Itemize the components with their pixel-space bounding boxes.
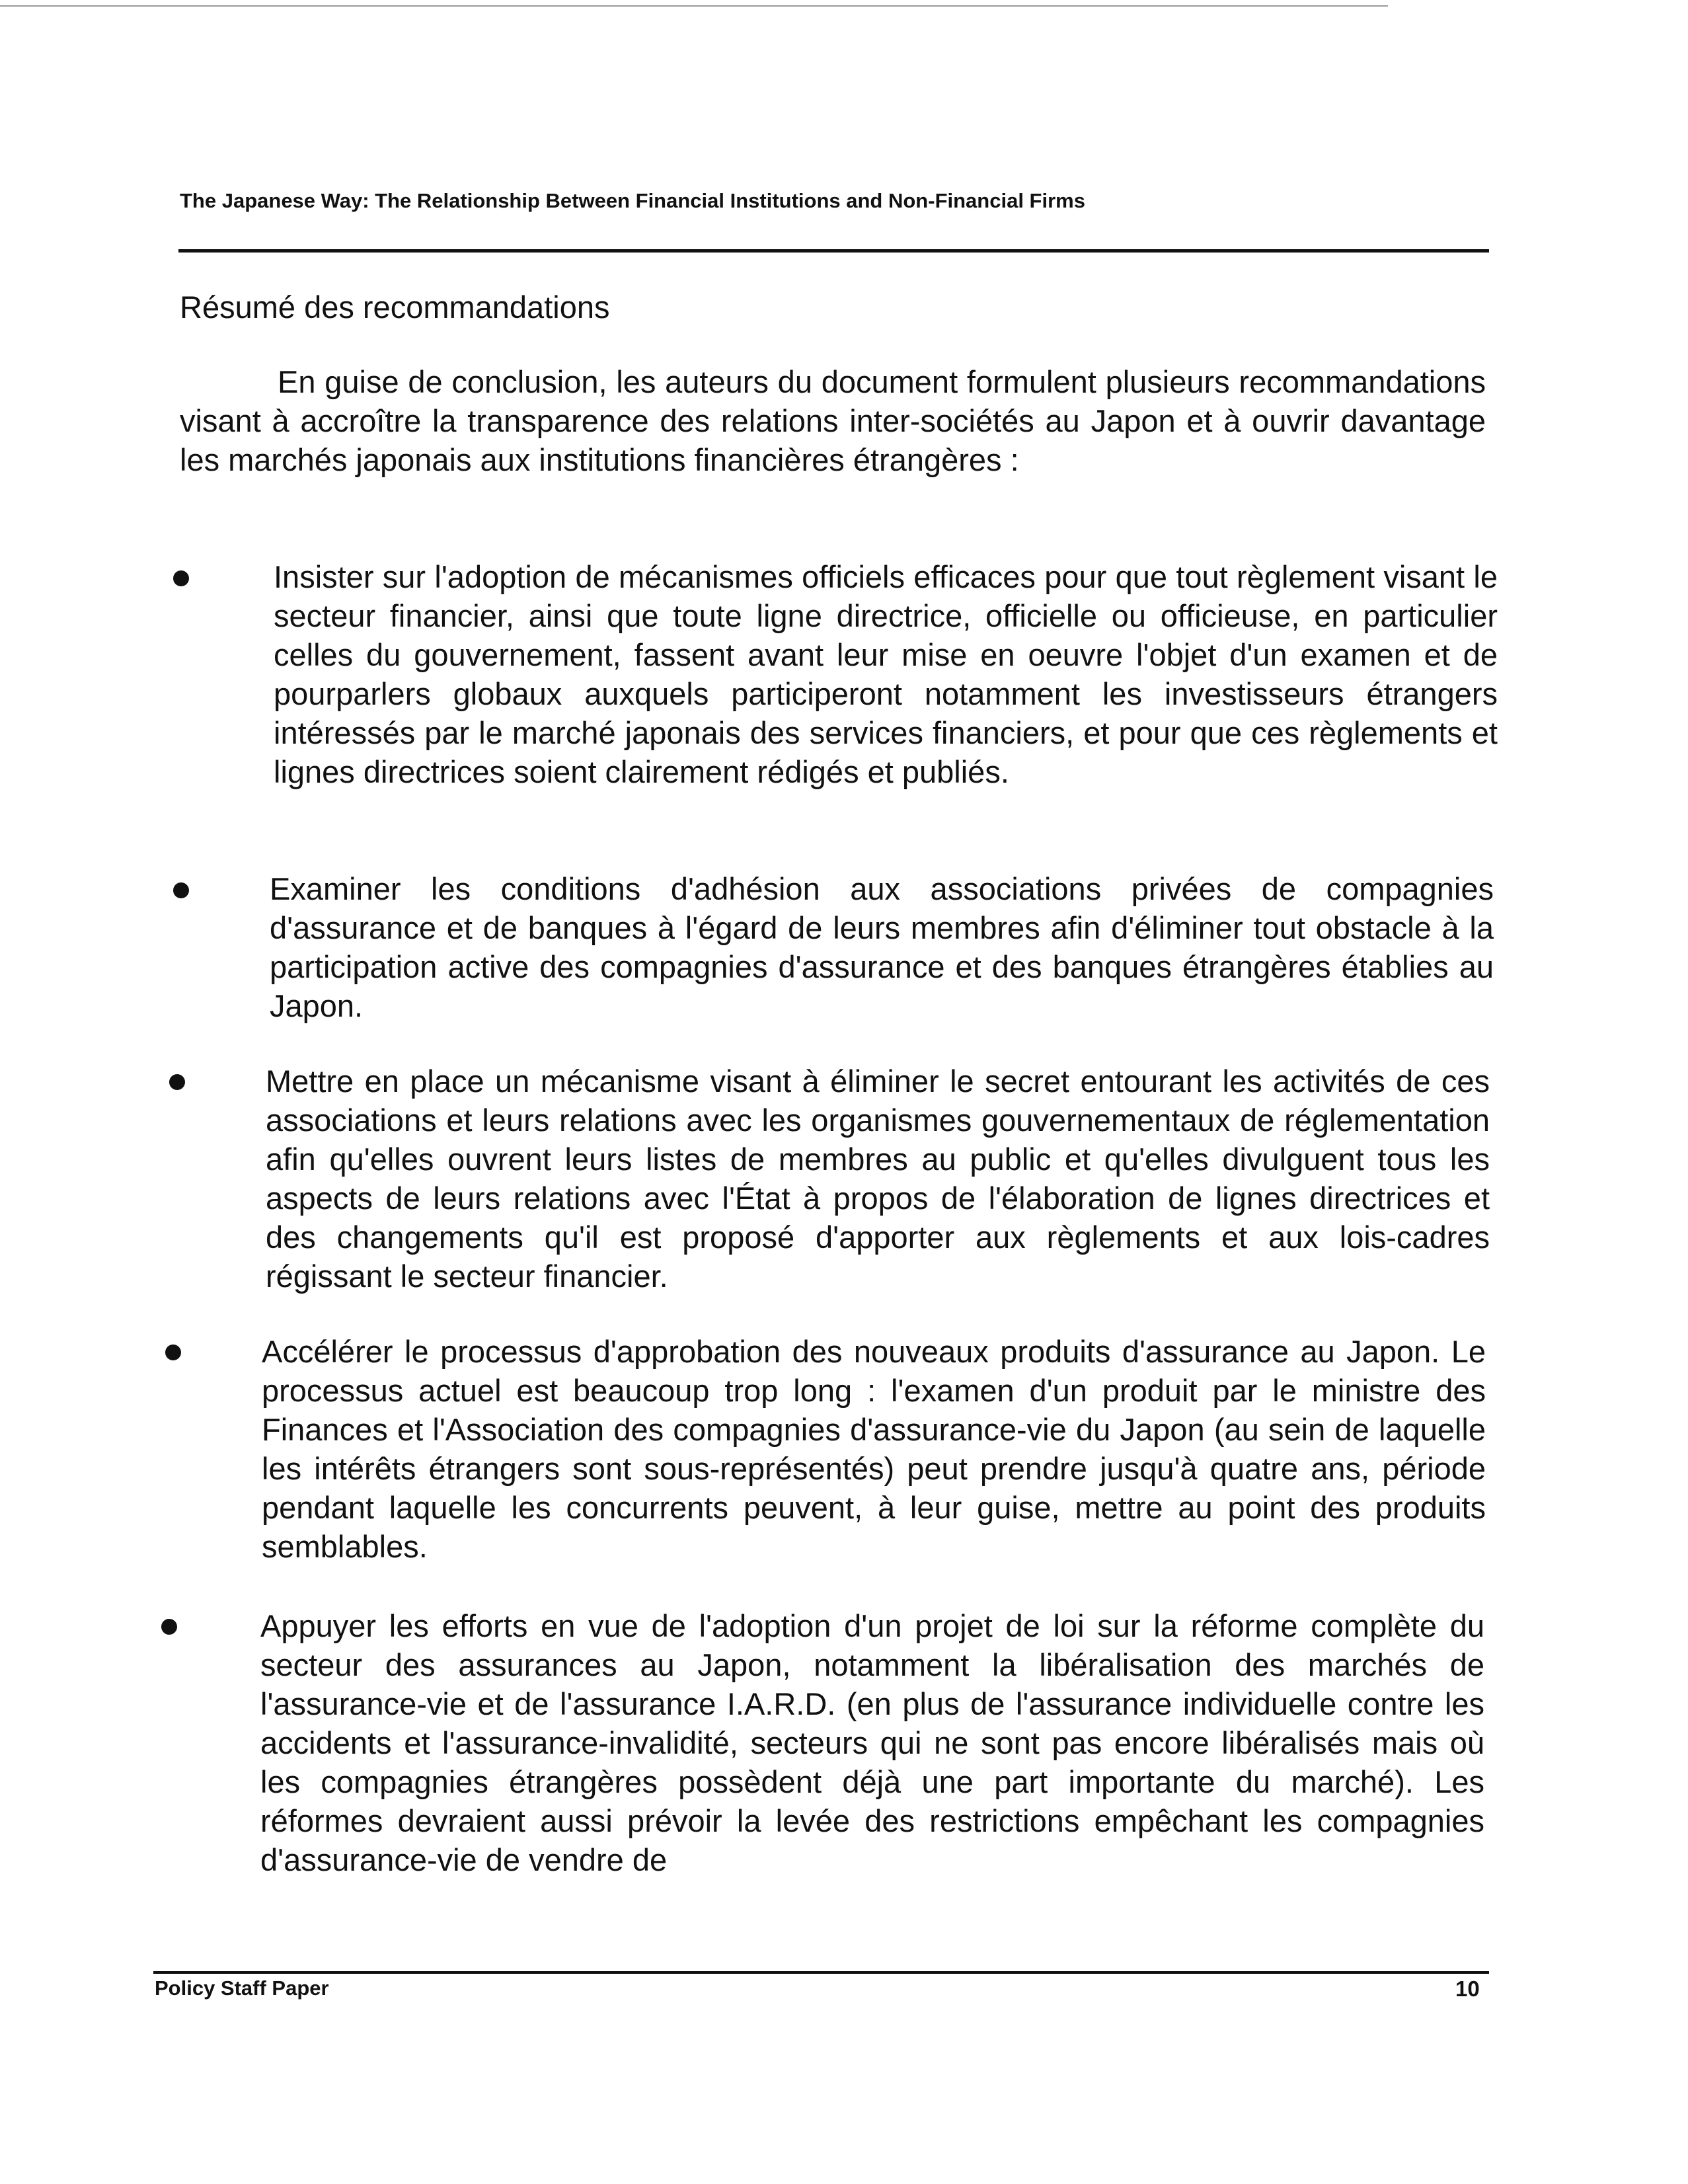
page-number: 10 bbox=[1455, 1976, 1480, 2001]
header-rule bbox=[178, 249, 1489, 253]
recommendation-text: Mettre en place un mécanisme visant à éliminer le secret entourant les activités de ces associations et leurs relations avec les organismes gouvernementaux de réglementation afin qu'elles ouvrent leurs listes de membres au public et qu'elles divulguent tous les aspects de leurs relations avec l'État à propos de l'élaboration de lignes directrices et des changements qu'il est proposé d'apporter aux règlements et aux lois-cadres régissant le secteur financier. bbox=[266, 1064, 1490, 1294]
footer-publication: Policy Staff Paper bbox=[155, 1976, 329, 2000]
bullet-icon bbox=[173, 882, 189, 898]
scan-edge-line bbox=[0, 5, 1388, 7]
recommendation-text: Accélérer le processus d'approbation des nouveaux produits d'assurance au Japon. Le processus actuel est beaucoup trop long : l'examen d'un produit par le ministre des Finances et l'Association des compagnies d'assurance-vie du Japon (au sein de laquelle les intérêts étrangers sont sous-représentés) peut prendre jusqu'à quatre ans, période pendant laquelle les concurrents peuvent, à leur guise, mettre au point des produits semblables. bbox=[262, 1334, 1486, 1564]
recommendation-text: Insister sur l'adoption de mécanismes officiels efficaces pour que tout règlement visant le secteur financier, ainsi que toute ligne directrice, officielle ou officieuse, en particulier celles du gouvernement, fassent avant leur mise en oeuvre l'objet d'un examen et de pourparlers globaux auxquels participeront notamment les investisseurs étrangers intéressés par le marché japonais des services financiers, et pour que ces règlements et lignes directrices soient clairement rédigés et publiés. bbox=[274, 559, 1498, 789]
bullet-icon bbox=[165, 1345, 181, 1360]
recommendation-text: Appuyer les efforts en vue de l'adoption d'un projet de loi sur la réforme complète du secteur des assurances au Japon, notamment la libéralisation des marchés de l'assurance-vie et de l'assurance I.A.R.D. (en plus de l'assurance individuelle contre les accidents et l'assurance-invalidité, secteurs qui ne sont pas encore libéralisés mais où les compagnies étrangères possèdent déjà une part importante du marché). Les réformes devraient aussi prévoir la levée des restrictions empêchant les compagnies d'assurance-vie de vendre de bbox=[260, 1608, 1484, 1877]
running-header: The Japanese Way: The Relationship Between Financial Institutions and Non-Financial Firms bbox=[180, 189, 1085, 212]
intro-paragraph: En guise de conclusion, les auteurs du document formulent plusieurs recommandations visant à accroître la transparence des relations inter-sociétés au Japon et à ouvrir davantage les marchés japonais aux institutions financières étrangères : bbox=[180, 364, 1486, 477]
footer-rule bbox=[153, 1971, 1489, 1974]
bullet-icon bbox=[173, 570, 189, 586]
bullet-icon bbox=[169, 1074, 185, 1090]
recommendation-text: Examiner les conditions d'adhésion aux associations privées de compagnies d'assurance et de banques à l'égard de leurs membres afin d'éliminer tout obstacle à la participation active des compagnies d'assurance et des banques étrangères établies au Japon. bbox=[270, 871, 1494, 1023]
bullet-icon bbox=[161, 1619, 177, 1635]
section-title: Résumé des recommandations bbox=[180, 290, 610, 325]
